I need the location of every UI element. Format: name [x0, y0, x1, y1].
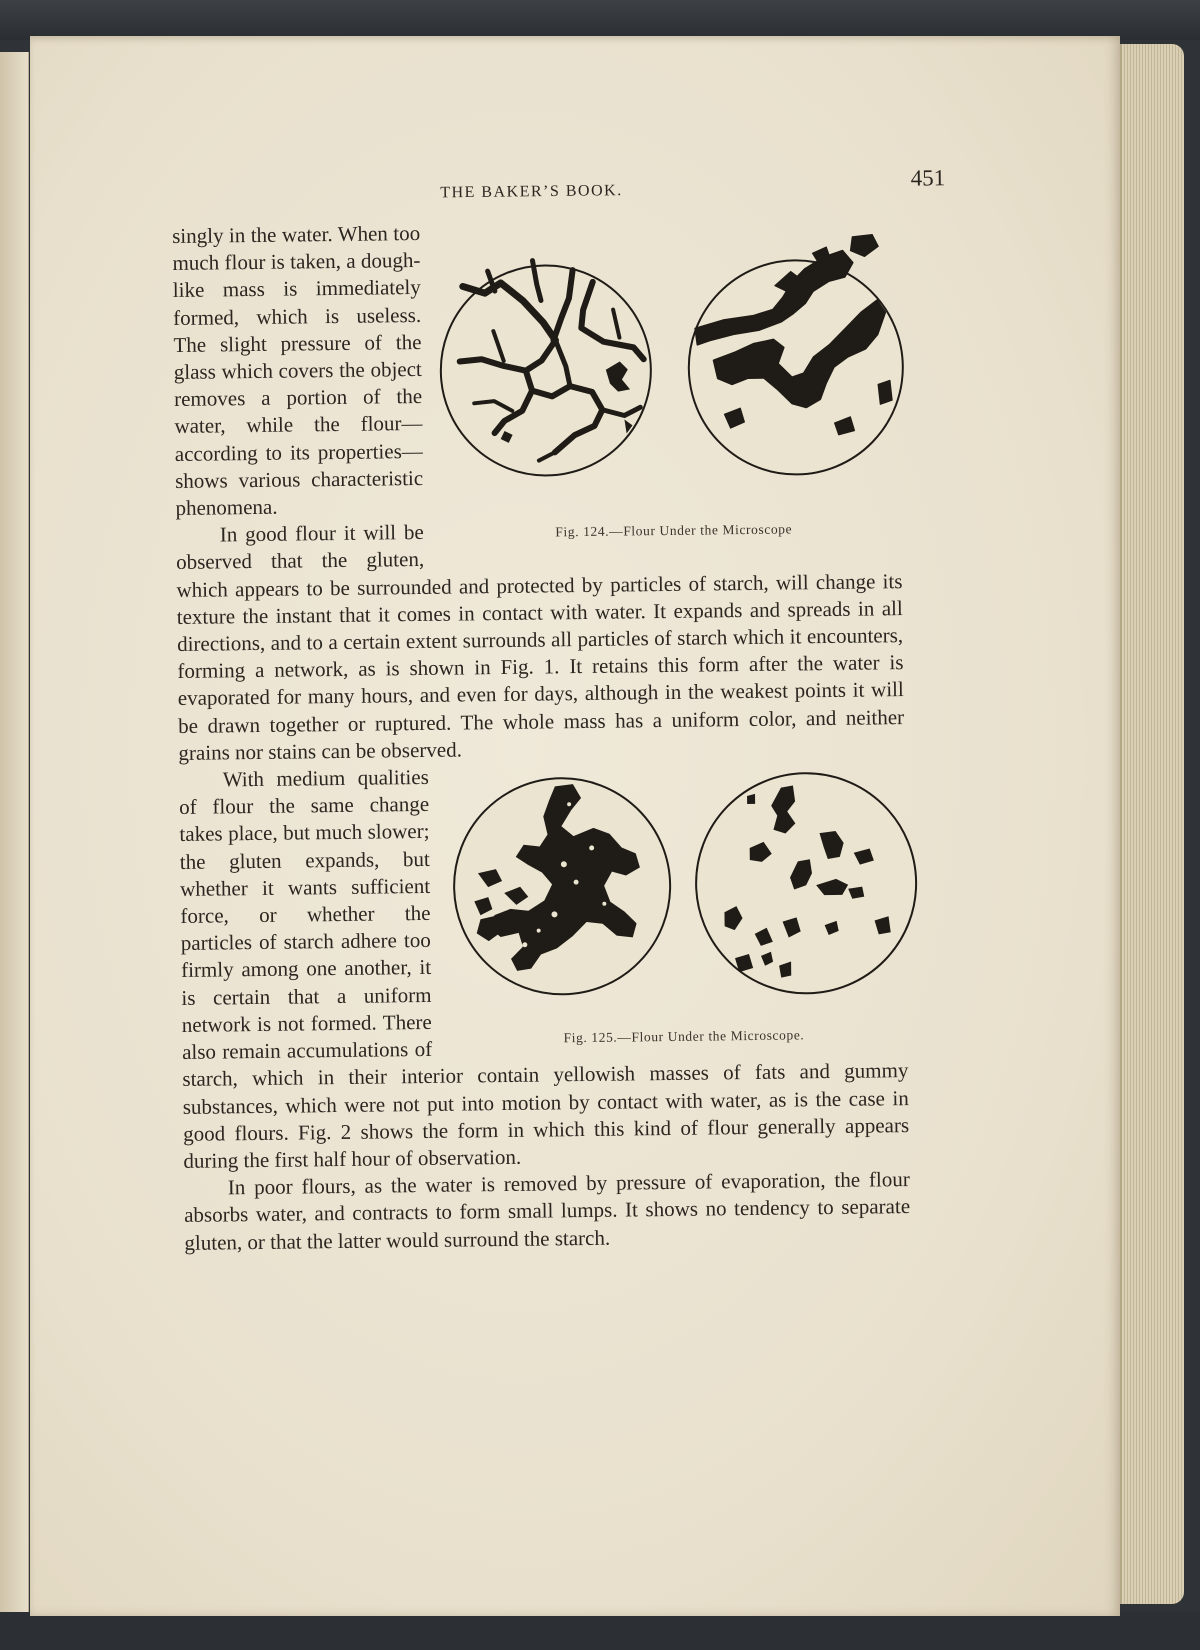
figure-125-caption: Fig. 125.—Flour Under the Microscope.	[563, 1027, 805, 1046]
page-number: 451	[910, 165, 946, 191]
paragraph-1: singly in the water. When too much flour is taken, a dough-like mass is immediately formed, which is useless. The slight pressure of the glass which covers the object removes a portion of the water, while the flour—according to its properties—shows various characteristic phenomena.	[172, 220, 424, 521]
figure-125	[443, 760, 923, 1062]
figure-125-illustration	[443, 760, 922, 1028]
microscope-view-good-flour-masses	[687, 234, 904, 476]
microscope-view-good-flour-network	[439, 259, 652, 477]
book-cover-bottom	[0, 1612, 1200, 1650]
paragraph-2: In good flour it will be observed that the gluten, which appears to be surrounded and protected by particles of starch, will change its texture the instant that it comes in contact with water. It expands and spreads in all directions, and to a certain extent surrounds all particles of starch which it encounters, forming a network, as is shown in Fig. 1. It retains this form after the water is evaporated for many hours, and even for days, although in the weakest points it will be drawn together or ruptured. The whole mass has a uniform color, and neither grains nor stains can be observed.	[176, 520, 905, 765]
microscope-view-medium-flour	[453, 777, 672, 996]
page-stack-edge	[1120, 44, 1184, 1604]
figure-124	[432, 216, 912, 556]
running-head: THE BAKER’S BOOK.	[440, 182, 623, 202]
microscope-view-poor-flour	[695, 772, 918, 995]
book-cover-top	[0, 0, 1200, 40]
figure-124-caption: Fig. 124.—Flour Under the Microscope	[555, 521, 793, 540]
paragraph-4: In poor flours, as the water is removed by pressure of evaporation, the flour absorbs water, and contracts to form small lumps. It shows no tendency to separate gluten, or that the latter would surround the starch.	[183, 1167, 911, 1255]
figure-124-illustration	[432, 216, 912, 522]
previous-page-edge	[0, 52, 29, 1612]
body-text	[172, 214, 911, 1257]
paragraph-3: With medium qualities of flour the same change takes place, but much slower; the gluten expands, but whether it wants sufficient force, or whether the particles of starch adhere too firmly among one another, it is certain that a uniform network is not formed. There also remain accumulations of starch, which in their interior contain yellowish masses of fats and gummy substances, which were not put into motion by contact with water, as is the case in good flours. Fig. 2 shows the form in which this kind of flour generally appears during the first half hour of observation.	[178, 764, 910, 1173]
